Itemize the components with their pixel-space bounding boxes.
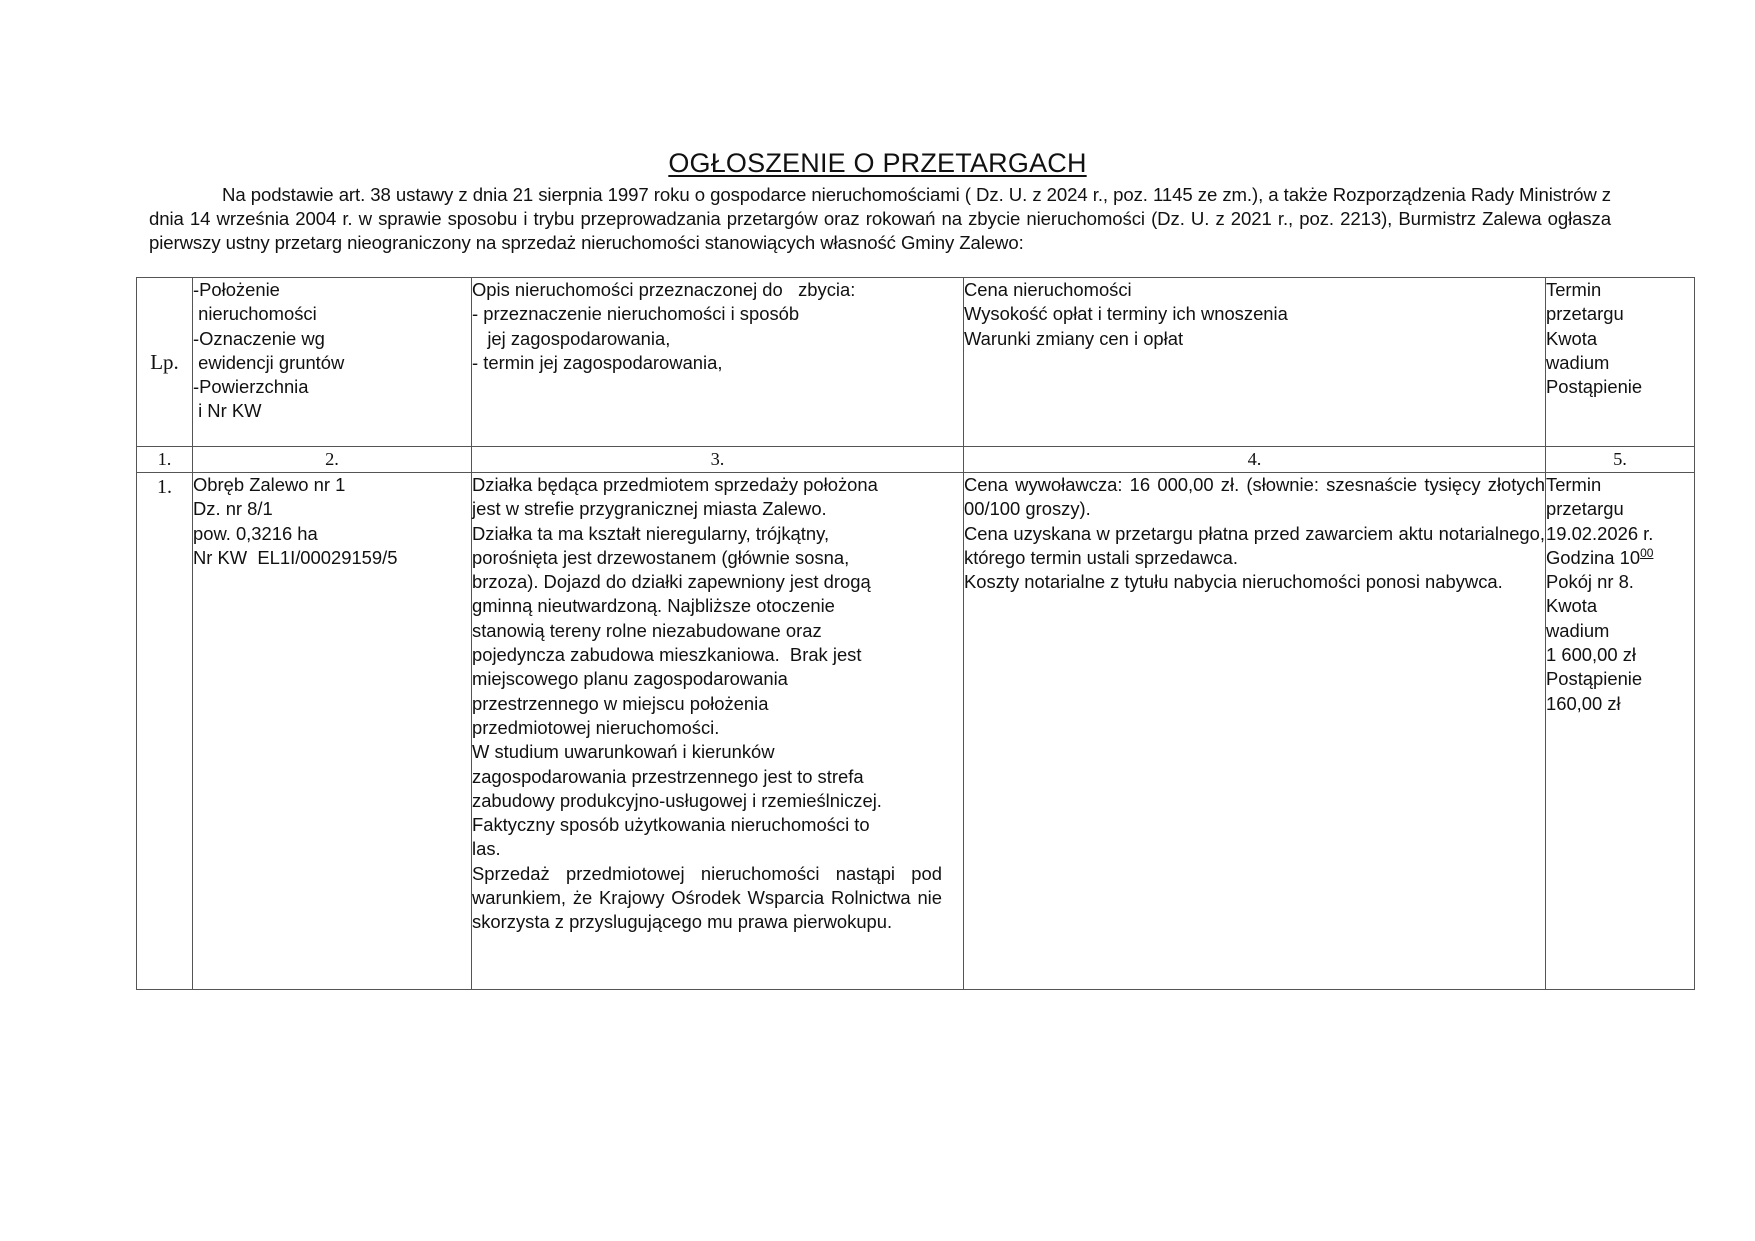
header-description (472, 278, 964, 447)
column-number: 1. (137, 447, 193, 473)
description-line: Działka będąca przedmiotem sprzedaży położona (472, 474, 878, 495)
table-row (137, 473, 1695, 990)
description-line: brzoza). Dojazd do działki zapewniony jest drogą (472, 571, 871, 593)
location-line: Dz. nr 8/1 (193, 498, 273, 520)
description-line: gminną nieutwardzoną. Najbliższe otoczenie (472, 595, 835, 617)
header-line: - przeznaczenie nieruchomości i sposób (472, 303, 800, 325)
description-line: miejscowego planu zagospodarowania (472, 668, 788, 690)
description-line: jest w strefie przygranicznej miasta Zalewo. (472, 498, 827, 520)
column-number-row (137, 447, 1695, 473)
deposit-amount: 1 600,00 zł (1546, 644, 1636, 666)
table-header-row (137, 278, 1695, 447)
row-location (193, 473, 472, 990)
row-price (964, 473, 1546, 990)
header-line: Wysokość opłat i terminy ich wnoszenia (964, 303, 1288, 325)
header-line: Warunki zmiany cen i opłat (964, 327, 1184, 349)
header-lp: Lp. (137, 278, 193, 447)
header-line: -Powierzchnia (193, 376, 309, 398)
description-line: porośnięta jest drzewostanem (głównie sosna, (472, 546, 850, 568)
increment-amount: 160,00 zł (1546, 692, 1621, 714)
location-line: Nr KW EL1I/00029159/5 (193, 546, 398, 568)
header-line: i Nr KW (193, 400, 262, 422)
header-line: Cena nieruchomości (964, 279, 1132, 300)
description-line: las. (472, 838, 501, 860)
header-price (964, 278, 1546, 447)
description-line: przedmiotowej nieruchomości. (472, 716, 720, 738)
auction-hour (1546, 546, 1694, 570)
header-auction-terms (1546, 278, 1695, 447)
row-lp: 1. (137, 473, 193, 990)
price-notary-costs: Koszty notarialne z tytułu nabycia nieruchomości ponosi nabywca. (964, 571, 1503, 593)
header-line: -Oznaczenie wg (193, 327, 325, 349)
document-title: OGŁOSZENIE O PRZETARGACH (668, 148, 1087, 178)
column-number: 3. (472, 447, 964, 473)
hour-minutes: 00 (1640, 545, 1654, 560)
price-starting: Cena wywoławcza: 16 000,00 zł. (słownie: szesnaście tysięcy złotych 00/100 groszy). (964, 474, 1545, 520)
deposit-label: wadium (1546, 619, 1610, 641)
header-line: przetargu (1546, 303, 1624, 325)
description-line: zagospodarowania przestrzennego jest to strefa (472, 765, 864, 787)
header-line: ewidencji gruntów (193, 351, 345, 373)
hour-label: Godzina 10 (1546, 546, 1641, 568)
auction-table (136, 277, 1695, 990)
header-line: Kwota (1546, 327, 1598, 349)
description-line: pojedyncza zabudowa mieszkaniowa. Brak jest (472, 644, 862, 666)
description-condition: Sprzedaż przedmiotowej nieruchomości nastąpi pod warunkiem, że Krajowy Ośrodek Wsparcia Rolnictwa nie skorzysta z przyslugującego mu prawa pierwokupu. (472, 862, 942, 933)
term-label: Termin (1546, 474, 1602, 495)
description-line: przestrzennego w miejscu położenia (472, 692, 769, 714)
row-auction-terms (1546, 473, 1695, 990)
auction-room: Pokój nr 8. (1546, 571, 1634, 593)
header-line: nieruchomości (193, 303, 317, 325)
location-line: Obręb Zalewo nr 1 (193, 474, 346, 495)
column-number: 5. (1546, 447, 1695, 473)
description-line: zabudowy produkcyjno-usługowej i rzemieślniczej. (472, 789, 882, 811)
header-line: wadium (1546, 351, 1610, 373)
description-line: W studium uwarunkowań i kierunków (472, 741, 775, 763)
deposit-label: Kwota (1546, 595, 1598, 617)
auction-date: 19.02.2026 r. (1546, 522, 1654, 544)
header-line: - termin jej zagospodarowania, (472, 351, 723, 373)
header-line: Postąpienie (1546, 376, 1643, 398)
description-line: Faktyczny sposób użytkowania nieruchomości to (472, 814, 870, 836)
header-line: -Położenie (193, 279, 280, 300)
intro-paragraph: Na podstawie art. 38 ustawy z dnia 21 sierpnia 1997 roku o gospodarce nieruchomościami ( Dz. U. z 2024 r., poz. 1145 ze zm.), a także Rozporządzenia Rady Ministrów z dnia 14 września 2004 r. w sprawie sposobu i trybu przeprowadzania przetargów oraz rokowań na zbycie nieruchomości (Dz. U. z 2021 r., poz. 2213), Burmistrz Zalewa ogłasza pierwszy ustny przetarg nieograniczony na sprzedaż nieruchomości stanowiących własność Gminy Zalewo: (149, 184, 1611, 253)
row-description (472, 473, 964, 990)
term-label: przetargu (1546, 498, 1624, 520)
increment-label: Postąpienie (1546, 668, 1643, 690)
location-line: pow. 0,3216 ha (193, 522, 318, 544)
column-number: 2. (193, 447, 472, 473)
header-location (193, 278, 472, 447)
description-line: stanowią tereny rolne niezabudowane oraz (472, 619, 822, 641)
description-line: Działka ta ma kształt nieregularny, trójkątny, (472, 522, 830, 544)
price-payment: Cena uzyskana w przetargu płatna przed zawarciem aktu notarialnego, którego termin ustali sprzedawca. (964, 522, 1545, 568)
header-line: jej zagospodarowania, (472, 327, 671, 349)
header-line: Opis nieruchomości przeznaczonej do zbycia: (472, 279, 856, 300)
header-line: Termin (1546, 279, 1602, 300)
column-number: 4. (964, 447, 1546, 473)
